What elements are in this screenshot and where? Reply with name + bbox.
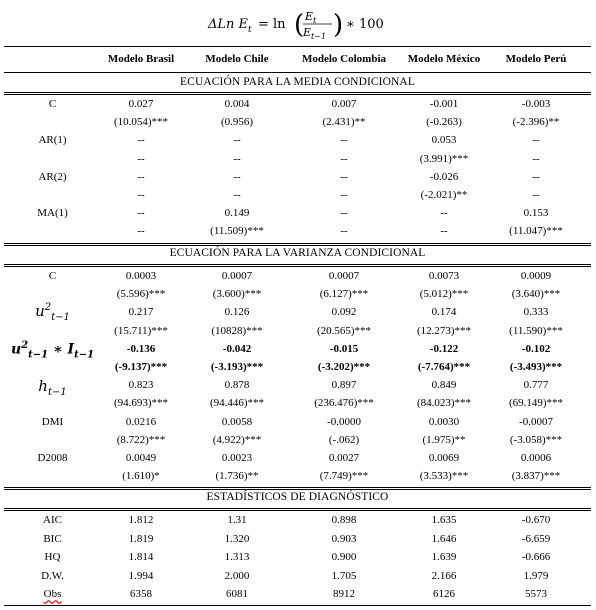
formula-lhs: ΔLn E — [208, 17, 249, 32]
variance-cell-chile: (4.922)*** — [212, 433, 262, 446]
variance-row — [0, 416, 596, 432]
formula-num: E — [305, 10, 314, 23]
formula-den-sub: t−1 — [311, 32, 327, 41]
variance-cell-colombia: 0.092 — [331, 306, 357, 319]
mean-row-label: AR(2) — [38, 170, 67, 183]
variance-cell-mexico: (1.975)** — [422, 433, 466, 446]
variance-cell-chile: -0.042 — [222, 342, 252, 355]
mean-cell-peru: -- — [532, 170, 540, 183]
formula-rparen: ) — [333, 10, 344, 40]
variance-cell-chile: 0.126 — [224, 306, 250, 319]
diag-row-label: AIC — [43, 514, 62, 526]
math-sup-2: 2 — [44, 302, 52, 314]
diag-row — [0, 588, 596, 604]
formula-tail: ∗ 100 — [346, 17, 384, 32]
mean-row — [0, 225, 596, 241]
section-variance-title: ECUACIÓN PARA LA VARIANZA CONDICIONAL — [169, 247, 426, 259]
diag-cell-peru: -0.666 — [521, 551, 551, 564]
math-sub-t: t−1 — [28, 349, 49, 361]
variance-cell-mexico: (-7.764)*** — [417, 361, 471, 373]
mean-cell-chile: (11.509)*** — [210, 225, 264, 238]
mean-cell-chile: -- — [233, 170, 241, 183]
mean-cell-chile: -- — [233, 189, 241, 201]
mean-cell-colombia: 0.007 — [331, 98, 357, 110]
mean-cell-brasil: -- — [137, 152, 145, 165]
variance-cell-peru: (69.149)*** — [508, 397, 564, 410]
diag-cell-brasil: 1.994 — [128, 569, 154, 582]
variance-row — [0, 361, 596, 377]
variance-row — [0, 397, 596, 413]
diag-cell-chile: 6081 — [226, 588, 248, 601]
mean-row — [0, 134, 596, 150]
diag-cell-chile: 1.31 — [227, 514, 247, 526]
variance-cell-brasil: (5.596)*** — [116, 288, 166, 301]
math-u: u — [10, 341, 22, 358]
math-h: h — [38, 377, 48, 396]
formula-eq: = ln — [258, 17, 286, 32]
variance-cell-peru: (-3.493)*** — [509, 361, 563, 373]
diag-cell-chile: 2.000 — [224, 569, 250, 582]
mean-cell-brasil: 0.027 — [128, 98, 154, 110]
variance-cell-chile: (-3.193)*** — [210, 361, 264, 373]
col-header-colombia: Modelo Colombia — [301, 53, 387, 65]
mean-row-label: C — [48, 98, 57, 110]
variance-cell-chile: 0.878 — [224, 379, 250, 392]
mean-cell-peru: (11.047)*** — [509, 225, 563, 238]
mean-cell-mexico: -0.001 — [429, 98, 459, 110]
diag-cell-mexico: 1.635 — [431, 514, 457, 526]
mean-row-label: AR(1) — [38, 134, 67, 147]
mean-row-label: MA(1) — [37, 207, 68, 220]
mean-cell-chile: -- — [233, 134, 241, 147]
diag-cell-brasil: 1.819 — [128, 532, 154, 545]
mean-cell-brasil: -- — [137, 189, 145, 201]
diag-cell-colombia: 0.900 — [331, 551, 357, 564]
variance-cell-mexico: -0.122 — [429, 342, 459, 355]
diag-cell-brasil: 6358 — [130, 588, 152, 601]
diag-cell-mexico: 1.646 — [431, 532, 457, 545]
diag-cell-mexico: 2.166 — [431, 569, 457, 582]
variance-cell-peru: 0.777 — [523, 379, 549, 392]
mean-cell-chile: (0.956) — [220, 116, 254, 129]
diag-row — [0, 514, 596, 530]
mean-cell-brasil: -- — [137, 225, 145, 238]
variance-cell-peru: (3.640)*** — [511, 288, 561, 301]
variance-cell-colombia: 0.897 — [331, 379, 357, 392]
diag-cell-peru: -0.670 — [521, 514, 551, 526]
diag-rule — [4, 508, 591, 511]
diag-row — [0, 551, 596, 567]
variance-cell-colombia: (-.062) — [328, 433, 360, 446]
diag-cell-mexico: 1.639 — [431, 551, 457, 564]
col-header-chile: Modelo Chile — [205, 53, 269, 65]
variance-cell-mexico: (84.023)*** — [416, 397, 472, 410]
mean-cell-colombia: -- — [340, 225, 348, 238]
variance-cell-brasil: -0.136 — [126, 342, 156, 355]
mean-cell-mexico: 0.053 — [431, 134, 457, 147]
bottom-rule — [4, 605, 591, 606]
mean-cell-brasil: -- — [137, 207, 145, 220]
svg-text:Et−1 — [302, 26, 326, 41]
section-mean-title: ECUACIÓN PARA LA MEDIA CONDICIONAL — [180, 76, 415, 88]
variance-cell-brasil: 0.217 — [128, 306, 154, 319]
variance-cell-peru: -0.102 — [521, 342, 551, 355]
variance-row — [0, 434, 596, 450]
diag-cell-peru: -6.659 — [521, 532, 551, 545]
top-rule — [4, 46, 591, 47]
math-u: u — [35, 302, 45, 321]
variance-cell-colombia: -0.0000 — [327, 415, 361, 428]
math-sub-t2: t−1 — [74, 349, 95, 361]
variance-row-label: C — [48, 270, 57, 282]
variance-cell-colombia: (6.127)*** — [319, 288, 369, 301]
variance-cell-peru: -0.0007 — [519, 415, 553, 428]
mean-cell-brasil: -- — [137, 134, 145, 147]
mean-cell-mexico: -- — [440, 225, 448, 238]
mean-row — [0, 116, 596, 132]
formula-lparen: ( — [294, 10, 305, 40]
header-rule — [4, 72, 591, 73]
math-sub-t: t−1 — [51, 312, 70, 324]
variance-cell-chile: (10828)*** — [211, 324, 263, 337]
variance-cell-brasil: (94.693)*** — [113, 397, 169, 410]
variance-cell-chile: 0.0058 — [221, 415, 253, 428]
variance-row — [0, 452, 596, 468]
diag-cell-peru: 5573 — [525, 588, 547, 601]
diag-cell-mexico: 6126 — [433, 588, 455, 601]
variance-row — [0, 270, 596, 286]
variance-cell-peru: 0.0009 — [520, 270, 552, 282]
mean-cell-colombia: -- — [340, 207, 348, 220]
variance-cell-colombia: (7.749)*** — [319, 470, 369, 483]
mean-cell-peru: 0.153 — [523, 207, 549, 220]
diag-row — [0, 533, 596, 549]
mean-cell-mexico: (-2.021)** — [420, 189, 468, 201]
variance-cell-mexico: 0.0069 — [428, 452, 460, 464]
mean-row — [0, 98, 596, 114]
mean-cell-chile: -- — [233, 152, 241, 165]
variance-cell-brasil: 0.0049 — [125, 452, 157, 464]
mean-cell-peru: -- — [532, 134, 540, 147]
mean-cell-peru: -- — [532, 152, 540, 165]
col-header-peru: Modelo Perú — [505, 53, 567, 65]
variance-cell-mexico: 0.174 — [431, 306, 457, 319]
col-header-mexico: Modelo México — [407, 53, 481, 65]
diag-row-label: Obs — [43, 588, 62, 601]
variance-cell-brasil: (8.722)*** — [116, 433, 166, 446]
math-I: I — [67, 341, 75, 358]
mean-cell-chile: 0.149 — [224, 207, 250, 220]
variance-cell-peru: 0.0006 — [520, 452, 552, 464]
section-diag-title: ESTADÍSTICOS DE DIAGNÓSTICO — [206, 491, 389, 503]
variance-cell-chile: 0.0023 — [221, 452, 253, 464]
variance-cell-chile: (1.736)** — [215, 470, 259, 483]
variance-cell-colombia: (236.476)*** — [314, 397, 374, 410]
diag-row — [0, 570, 596, 586]
diag-top-rule — [4, 487, 591, 490]
variance-cell-mexico: 0.0030 — [428, 415, 460, 428]
variance-cell-mexico: (12.273)*** — [416, 324, 472, 337]
mean-cell-chile: 0.004 — [224, 98, 250, 110]
variance-cell-brasil: 0.0216 — [125, 415, 157, 428]
diag-cell-chile: 1.320 — [224, 532, 250, 545]
variance-row — [0, 302, 596, 324]
variance-row-label: D2008 — [37, 452, 68, 464]
variance-cell-peru: (3.837)*** — [511, 470, 561, 483]
diag-row-label: D.W. — [41, 569, 64, 582]
variance-cell-peru: 0.333 — [523, 306, 549, 319]
math-sup-2: 2 — [21, 339, 29, 351]
variance-cell-colombia: 0.0007 — [328, 270, 360, 282]
mean-cell-colombia: -- — [340, 170, 348, 183]
mean-row — [0, 153, 596, 169]
math-star: ∗ — [52, 341, 63, 358]
formula-den: E — [303, 26, 312, 39]
diag-cell-brasil: 1.812 — [128, 514, 154, 526]
mean-rule — [4, 92, 591, 95]
mean-cell-peru: -0.003 — [521, 98, 551, 110]
mean-cell-peru: (-2.396)** — [512, 116, 560, 129]
formula-num-sub: t — [313, 16, 317, 25]
mean-cell-mexico: (3.991)*** — [419, 152, 469, 165]
diag-cell-peru: 1.979 — [523, 569, 549, 582]
diag-row-label: HQ — [44, 551, 61, 564]
formula-svg — [150, 3, 450, 43]
variance-cell-mexico: 0.0073 — [428, 270, 460, 282]
variance-cell-brasil: (15.711)*** — [114, 324, 168, 337]
mean-row — [0, 207, 596, 223]
variance-cell-brasil: 0.0003 — [125, 270, 157, 282]
diag-cell-chile: 1.313 — [224, 551, 250, 564]
mean-cell-colombia: -- — [340, 152, 348, 165]
mean-cell-mexico: -0.026 — [429, 170, 459, 183]
variance-cell-mexico: (5.012)*** — [419, 288, 469, 301]
diag-cell-colombia: 8912 — [333, 588, 355, 601]
mean-row — [0, 189, 596, 205]
mean-cell-colombia: -- — [340, 189, 348, 201]
variance-row — [0, 470, 596, 486]
diag-cell-colombia: 1.705 — [331, 569, 357, 582]
variance-cell-chile: (3.600)*** — [212, 288, 262, 301]
mean-cell-colombia: -- — [340, 134, 348, 147]
variance-row-label: DMI — [41, 415, 64, 428]
mean-cell-mexico: (-0.263) — [426, 116, 462, 129]
variance-cell-colombia: (-3.202)*** — [317, 361, 371, 373]
diag-cell-colombia: 0.903 — [331, 532, 357, 545]
mean-cell-brasil: (10.054)*** — [113, 116, 169, 129]
variance-row — [0, 339, 596, 361]
svg-text:Et — [304, 10, 317, 25]
diag-cell-brasil: 1.814 — [128, 551, 154, 564]
variance-rule — [4, 264, 591, 267]
formula-lhs-sub: t — [248, 25, 252, 35]
mean-cell-colombia: (2.431)** — [322, 116, 366, 129]
variance-cell-peru: (-3.058)*** — [509, 433, 563, 446]
variance-top-rule — [4, 243, 591, 246]
variance-cell-colombia: 0.0027 — [328, 452, 360, 464]
variance-cell-brasil: (1.610)* — [122, 470, 160, 483]
variance-cell-brasil: 0.823 — [128, 379, 154, 392]
svg-text:ΔLn Et — [207, 17, 252, 35]
diag-row-label: BIC — [43, 532, 62, 545]
mean-cell-brasil: -- — [137, 170, 145, 183]
variance-row — [0, 377, 596, 399]
variance-cell-mexico: 0.849 — [431, 379, 457, 392]
mean-row — [0, 171, 596, 187]
variance-cell-chile: (94.446)*** — [209, 397, 265, 410]
mean-cell-peru: -- — [532, 189, 540, 201]
formula — [150, 3, 450, 43]
variance-row — [0, 325, 596, 341]
variance-cell-mexico: (3.533)*** — [419, 470, 469, 483]
math-sub-t: t−1 — [47, 387, 67, 399]
variance-cell-colombia: -0.015 — [329, 342, 359, 355]
variance-cell-peru: (11.590)*** — [509, 324, 563, 337]
diag-cell-colombia: 0.898 — [331, 514, 357, 526]
variance-cell-brasil: (-9.137)*** — [114, 361, 168, 373]
col-header-brasil: Modelo Brasil — [107, 53, 175, 65]
variance-cell-chile: 0.0007 — [221, 270, 253, 282]
mean-cell-mexico: -- — [440, 207, 448, 220]
variance-cell-colombia: (20.565)*** — [316, 324, 372, 337]
